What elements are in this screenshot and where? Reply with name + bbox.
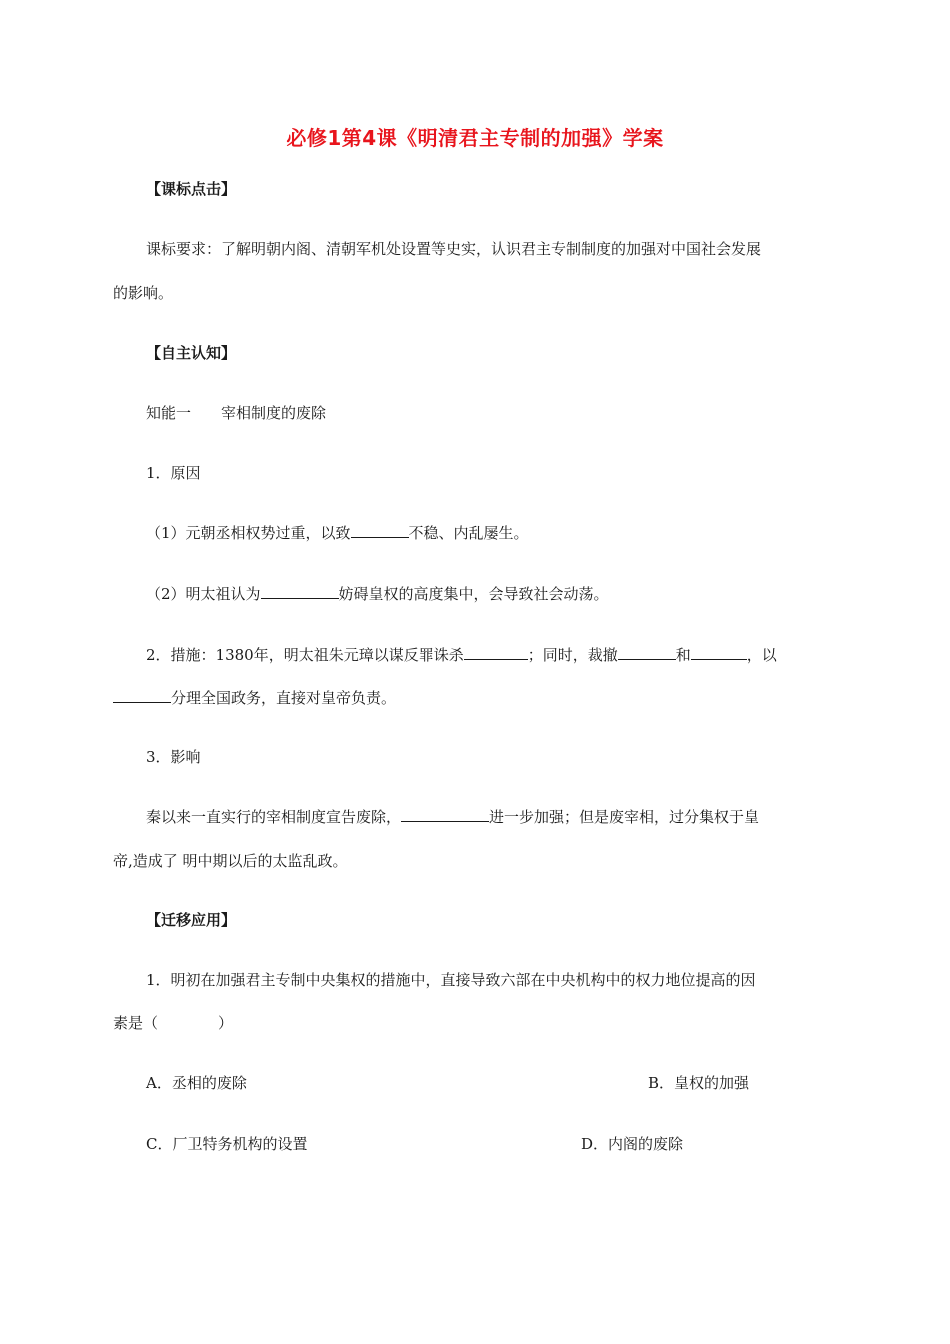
item-cause-1-text-a: （1）元朝丞相权势过重，以致 xyxy=(146,524,351,542)
fill-blank[interactable] xyxy=(618,644,676,660)
item-impact: 3．影响 xyxy=(146,748,201,766)
measures-text-e: 分理全国政务，直接对皇帝负责。 xyxy=(171,689,397,707)
impact-text-a: 秦以来一直实行的宰相制度宣告废除， xyxy=(146,808,402,826)
item-cause-2 xyxy=(146,583,609,604)
fill-blank[interactable] xyxy=(691,644,747,660)
option-a[interactable]: A．丞相的废除 xyxy=(146,1074,247,1092)
measures-text-a: 2．措施：1380年，明太祖朱元璋以谋反罪诛杀 xyxy=(146,646,464,664)
measures-text-c: 和 xyxy=(675,646,691,664)
fill-blank[interactable] xyxy=(401,806,489,822)
item-cause-2-text-b: 妨碍皇权的高度集中，会导致社会动荡。 xyxy=(338,585,609,603)
question-1-line2: 素是（ ） xyxy=(113,1014,234,1032)
item-cause-1-text-b: 不稳、内乱屡生。 xyxy=(408,524,529,542)
question-1-line1: 1．明初在加强君主专制中央集权的措施中，直接导致六部在中央机构中的权力地位提高的因 xyxy=(146,971,756,989)
option-b[interactable]: B．皇权的加强 xyxy=(648,1074,750,1092)
fill-blank[interactable] xyxy=(351,522,409,538)
impact-text-line1 xyxy=(146,806,759,827)
item-measures-line2 xyxy=(113,687,396,708)
item-cause-2-text-a: （2）明太祖认为 xyxy=(146,585,261,603)
standards-text-line1: 课标要求：了解明朝内阁、清朝军机处设置等史实，认识君主专制制度的加强对中国社会发展 xyxy=(146,240,762,258)
topic-title: 知能一 宰相制度的废除 xyxy=(146,404,327,422)
impact-text-line2: 帝,造成了 明中期以后的太监乱政。 xyxy=(113,852,348,870)
standards-text-line2: 的影响。 xyxy=(113,284,174,302)
fill-blank[interactable] xyxy=(261,583,339,599)
fill-blank[interactable] xyxy=(113,687,171,703)
measures-text-d: ，以 xyxy=(746,646,777,664)
measures-text-b: ；同时，裁撤 xyxy=(527,646,618,664)
option-c[interactable]: C．厂卫特务机构的设置 xyxy=(146,1135,308,1153)
fill-blank[interactable] xyxy=(464,644,528,660)
option-d[interactable]: D．内阁的废除 xyxy=(581,1135,684,1153)
section-heading-standards: 【课标点击】 xyxy=(146,180,237,198)
page-title: 必修1第4课《明清君主专制的加强》学案 xyxy=(286,126,664,150)
section-heading-application: 【迁移应用】 xyxy=(146,911,237,929)
item-measures-line1 xyxy=(146,644,777,665)
section-heading-self-study: 【自主认知】 xyxy=(146,344,237,362)
impact-text-b: 进一步加强；但是废宰相，过分集权于皇 xyxy=(489,808,760,826)
item-cause: 1．原因 xyxy=(146,464,201,482)
item-cause-1 xyxy=(146,522,529,543)
